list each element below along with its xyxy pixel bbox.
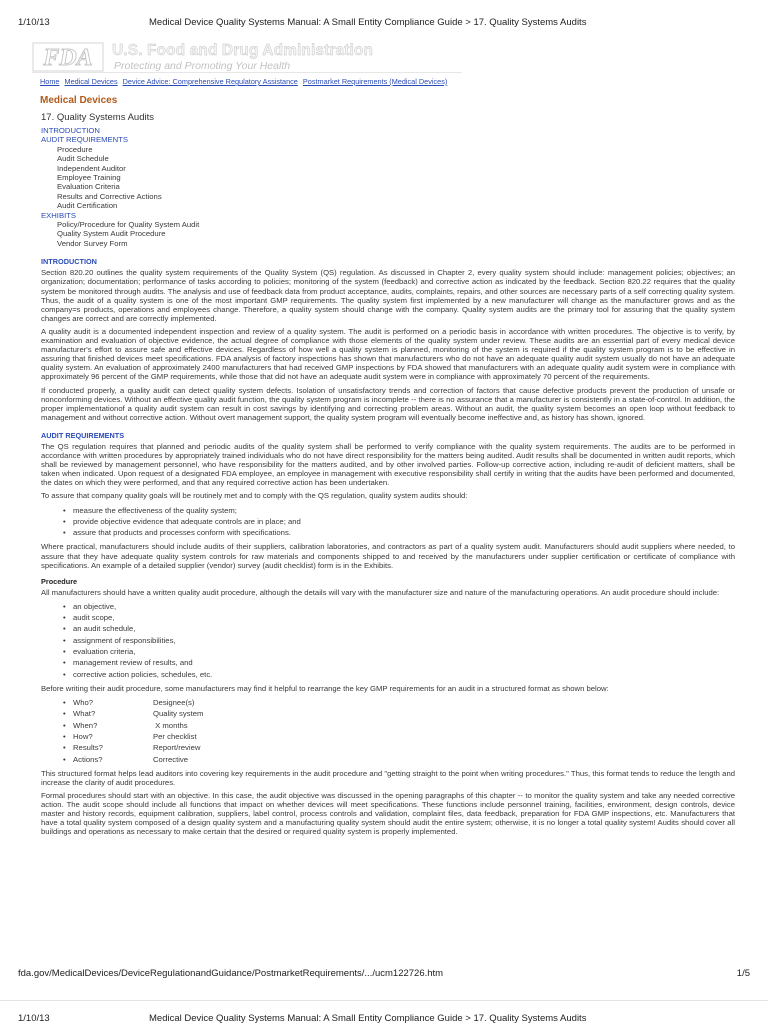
page-url: fda.gov/MedicalDevices/DeviceRegulationandGuidance/PostmarketRequirements/.../ucm122726.htm <box>18 968 444 979</box>
logo-divider <box>32 72 462 73</box>
question-cell: Results? <box>73 743 103 753</box>
list-item: • measure the effectiveness of the quality system; <box>73 505 735 516</box>
list-item: • audit scope, <box>73 612 735 623</box>
paragraph: Before writing their audit procedure, some manufacturers may find it helpful to rearrange the key GMP requirements for an audit in a structured format as shown below: <box>41 683 609 693</box>
answer-cell: Per checklist <box>153 731 197 741</box>
list-item: • corrective action policies, schedules, etc. <box>73 669 735 680</box>
paragraph: The QS regulation requires that planned and periodic audits of the quality system shall be performed to verify compliance with the quality system requirements. The audits are to be performed in accordance with written procedures by appropriately trained individuals who do not have direct responsibility for the matters being audited. Audit results shall be documented in written audit reports, which shall be reviewed by management personnel, who have responsibility for the matters audited, and by other involved parties. Follow-up corrective action, including re-audit of deficient matters, shall be taken when indicated. Upon request of a designated FDA employee, an employee in management with executive responsibility shall certify in writing that the audits have been performed and documented, the dates on which they were performed, and that any required corrective action has been undertaken. <box>41 441 735 488</box>
breadcrumb-home-link[interactable]: Home <box>40 77 60 86</box>
list-item <box>73 742 735 753</box>
fda-tagline: Protecting and Promoting Your Health <box>114 60 291 72</box>
question-cell: Who? <box>73 698 94 708</box>
svg-text:FDA: FDA <box>43 45 93 71</box>
list-item <box>73 720 735 731</box>
toc-item: Quality System Audit Procedure <box>57 229 166 239</box>
bullet-list <box>41 601 735 680</box>
page-number: 1/5 <box>736 968 750 979</box>
table-of-contents <box>41 126 735 248</box>
toc-item: Policy/Procedure for Quality System Audit <box>57 220 200 230</box>
answer-cell: Corrective <box>153 754 189 764</box>
procedure-heading: Procedure <box>41 576 78 586</box>
fda-logo[interactable] <box>32 42 482 72</box>
question-cell: Actions? <box>73 754 103 764</box>
page-break-divider <box>0 1000 768 1001</box>
list-item: • management review of results, and <box>73 657 735 668</box>
audit-structure-list <box>41 697 735 765</box>
list-item: • an objective, <box>73 601 735 612</box>
breadcrumb-medical-devices-link[interactable]: Medical Devices <box>64 77 118 86</box>
toc-item: Evaluation Criteria <box>57 182 120 192</box>
fda-logo-mark <box>32 42 104 72</box>
answer-cell: Designee(s) <box>153 698 195 708</box>
paragraph: Where practical, manufacturers should include audits of their suppliers, calibration laboratories, and contractors as part of a quality system audit. Manufacturers should audit suppliers where needed, to assure that they have adequate quality system controls for raw materials and components shipped to and received by the manufacturers under supplier certification or certificate of compliance with specifications. An example of a detailed supplier (vendor) survey (audit checklist) form is in the Exhibits. <box>41 542 735 570</box>
main-content <box>41 112 735 841</box>
list-item <box>73 731 735 742</box>
print-page-title: Medical Device Quality Systems Manual: A Small Entity Compliance Guide > 17. Quality Systems Audits <box>149 17 587 28</box>
answer-cell: Report/review <box>153 743 201 753</box>
list-item <box>73 708 735 719</box>
question-cell: When? <box>73 720 98 730</box>
bullet-list <box>41 505 735 539</box>
answer-cell: X months <box>153 720 188 730</box>
breadcrumb <box>40 77 450 86</box>
section-title: Medical Devices <box>40 95 118 106</box>
list-item: • evaluation criteria, <box>73 646 735 657</box>
list-item: • an audit schedule, <box>73 623 735 634</box>
toc-item: Procedure <box>57 144 93 154</box>
breadcrumb-device-advice-link[interactable]: Device Advice: Comprehensive Regulatory Assistance <box>122 77 298 86</box>
list-item: • provide objective evidence that adequate controls are in place; and <box>73 516 735 527</box>
fda-agency-name: U.S. Food and Drug Administration <box>112 42 374 59</box>
print-footer <box>18 968 750 980</box>
toc-item: Audit Schedule <box>57 154 109 164</box>
toc-item: Employee Training <box>57 173 121 183</box>
toc-item: Independent Auditor <box>57 163 126 173</box>
print-header-next-page <box>18 1013 750 1025</box>
list-item <box>73 754 735 765</box>
print-page-title: Medical Device Quality Systems Manual: A Small Entity Compliance Guide > 17. Quality Systems Audits <box>149 1013 587 1024</box>
list-item: • assure that products and processes conform with specifications. <box>73 527 735 538</box>
paragraph: All manufacturers should have a written quality audit procedure, although the details will vary with the manufacturer size and nature of the manufacturing operations. An audit procedure should include: <box>41 587 720 597</box>
paragraph: If conducted properly, a quality audit can detect quality system defects. Isolation of unsatisfactory trends and correction of factors that cause defective products prevent the production of unsafe or nonconforming devices. Without an effective quality audit function, the quality system program is incomplete -- there is no assurance that a manufacturer is consistently in a state-of-control. In addition, the proper implementationof a quality audit system can result in cost savings by identifying and correcting problem areas. Without an audit, the quality system becomes an open loop without feedback to management and without corrective action. Without overt management support, the quality system program will eventually become ineffective and, as history has shown, ignored. <box>41 385 735 422</box>
toc-link-audit-requirements[interactable]: AUDIT REQUIREMENTS <box>41 135 128 145</box>
print-date: 1/10/13 <box>18 1013 50 1024</box>
paragraph: This structured format helps lead auditors into covering key requirements in the audit procedure and "getting straight to the point when writing procedures." Thus, this format tends to reduce the length and increase the clarity of audit procedures. <box>41 768 735 787</box>
toc-item: Vendor Survey Form <box>57 238 128 248</box>
paragraph: A quality audit is a documented independent inspection and review of a quality system. The audit is performed on a periodic basis in accordance with written procedures. The objective is to verify, by examination and evaluation of objective evidence, the actual degree of compliance with those elements of the quality system under review. These audits are an essential part of every medical device manufacturer's effort to assure safe and effective devices. Regardless of how well a quality system is planned, monitoring of the system is required if the quality system program is to be effective in assuring that finished devices meet specifications. FDA analysis of factory inspections has shown that manufacturers who do not have an adequate quality audit system usually do not have an adequate quality system. An evaluation of approximately 2400 manufacturers that had received GMP inspections by FDA showed that manufacturers with an adequate quality audit system were in compliance with approximately 96 percent of the GMP requirements, while those that did not have an adequate audit system were in compliance with approximately 70 percent of the requirements. <box>41 326 735 382</box>
question-cell: How? <box>73 731 93 741</box>
paragraph: Formal procedures should start with an objective. In this case, the audit objective was discussed in the opening paragraphs of this chapter -- to monitor the quality system and take any needed corrective action. The audit scope should include all functions that impact on whether devices will meet specifications. These functions include personnel training, facilities, environment, design controls, device master and history records, equipment calibration, suppliers, label control, process controls and validation, complaint files, data feedback, preparation for FDA GMP inspections, etc. Manufacturers that have a total quality system composed of a design quality system and a manufacturing quality system should audit the entire system; otherwise, it is no longer a total quality system! Audits should cover all buildings and operations as necessary to make certain that the desired or required quality system is properly implemented. <box>41 791 735 837</box>
answer-cell: Quality system <box>153 709 204 719</box>
audit-requirements-heading: AUDIT REQUIREMENTS <box>41 430 125 440</box>
print-date: 1/10/13 <box>18 17 50 28</box>
paragraph: Section 820.20 outlines the quality system requirements of the Quality System (QS) regulation. As discussed in Chapter 2, every quality system should include: management policies; objectives; an organization; documentation; performance of tasks according to policies; monitoring of the system (feedback) and corrective action as indicated by the feedback. Section 820.22 requires that the quality system be monitored through audits. The analysis and use of feedback data from product acceptance, audits, complaints, repairs, and other sources are necessary parts of a self correcting quality system. Thus, the audit of a quality system is one of the most important GMP requirements. The quality system first implemented by a new manufacturer will change as the manufacturer grows and as the company=s products, operations and employees change. Therefore, a quality system should change with the company. Quality system audits are the primary tool for assuring that the quality system changes are correct and are correctly implemented. <box>41 268 735 323</box>
toc-link-exhibits[interactable]: EXHIBITS <box>41 210 77 220</box>
toc-item: Audit Certification <box>57 201 118 211</box>
page-heading: 17. Quality Systems Audits <box>41 112 154 123</box>
question-cell: What? <box>73 709 96 719</box>
list-item: • assignment of responsibilities, <box>73 635 735 646</box>
toc-link-introduction[interactable]: INTRODUCTION <box>41 126 100 135</box>
paragraph: To assure that company quality goals will be routinely met and to comply with the QS regulation, quality system audits should: <box>41 491 468 501</box>
breadcrumb-postmarket-link[interactable]: Postmarket Requirements (Medical Devices) <box>302 77 448 86</box>
print-header <box>18 17 750 29</box>
toc-item: Results and Corrective Actions <box>57 191 162 201</box>
list-item <box>73 697 735 708</box>
introduction-heading: INTRODUCTION <box>41 257 97 267</box>
